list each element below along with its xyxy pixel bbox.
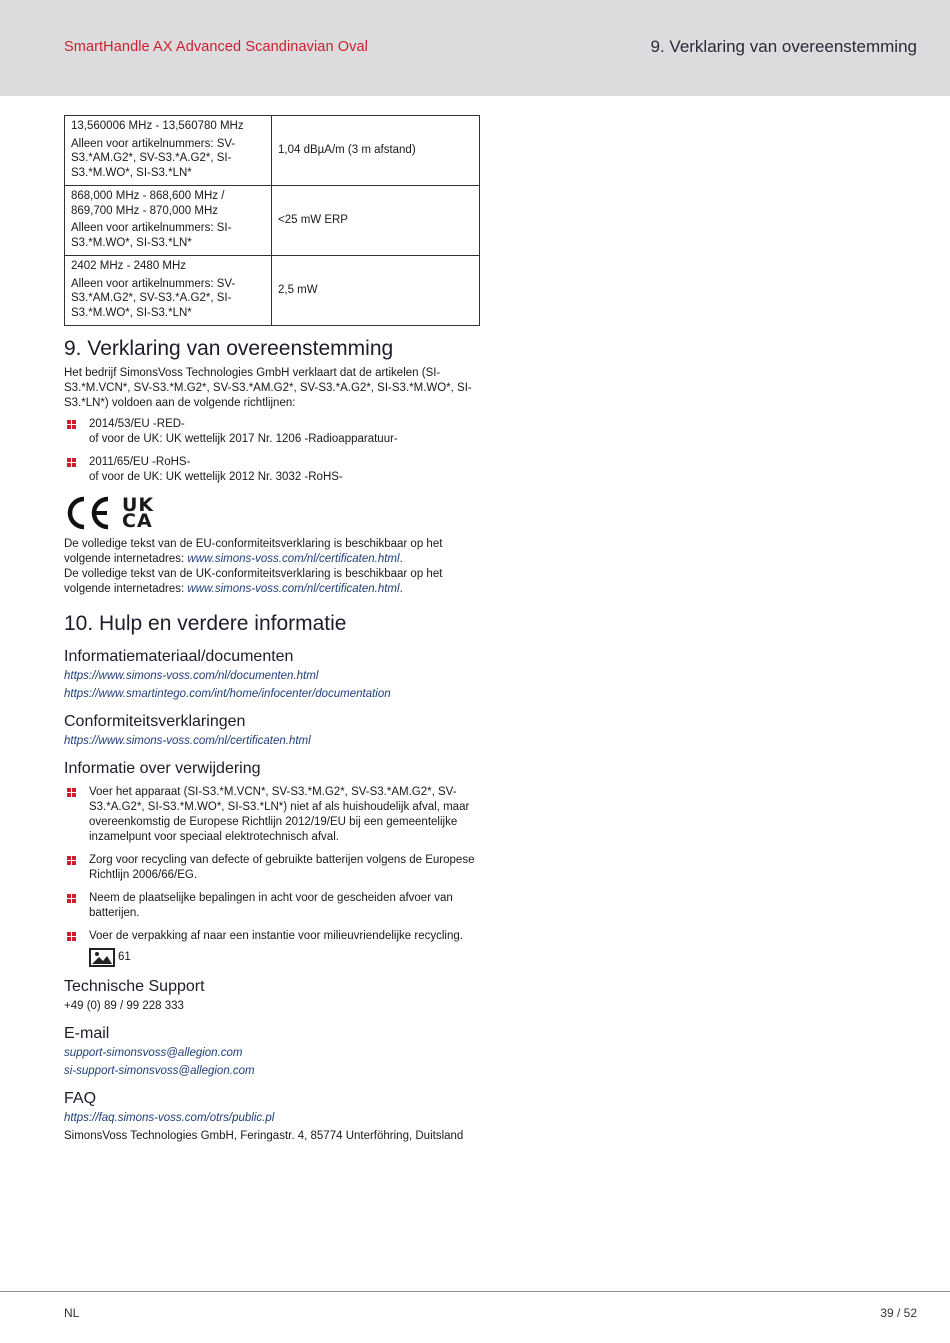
disposal-list — [64, 785, 480, 944]
smartintego-docs-link[interactable]: https://www.smartintego.com/int/home/infocenter/documentation — [64, 688, 391, 700]
faq-heading: FAQ — [64, 1090, 97, 1107]
footer-language: NL — [64, 1306, 80, 1320]
table-row — [65, 256, 480, 326]
list-item: Voer het apparaat (SI-S3.*M.VCN*, SV-S3.*M.G2*, SV-S3.*AM.G2*, SV-S3.*A.G2*, SI-S3.*M.WO*, SI-S3.*LN*) niet af als huishoudelijk afval, maar overeenkomstig de Europese Richtlijn 2012/19/EU bij een gemeentelijke inzamelpunt voor speciaal elektrotechnisch afval. — [64, 785, 480, 845]
table-cell-value: <25 mW ERP — [272, 186, 480, 256]
ukca-mark-ca: CA — [122, 510, 153, 532]
chapter-title: 9. Verklaring van overeenstemming — [650, 37, 917, 56]
ce-mark-icon — [64, 495, 112, 531]
table-cell-frequency — [65, 186, 272, 256]
support-heading: Technische Support — [64, 978, 205, 995]
frequency-range: 868,000 MHz - 868,600 MHz / 869,700 MHz - 870,000 MHz — [71, 190, 225, 217]
table-row — [65, 116, 480, 186]
list-item — [64, 455, 480, 485]
directive-uk: of voor de UK: UK wettelijk 2017 Nr. 1206 -Radioapparatuur- — [89, 433, 398, 445]
frequency-range: 2402 MHz - 2480 MHz — [71, 260, 187, 272]
company-address: SimonsVoss Technologies GmbH, Feringastr. 4, 85774 Unterföhring, Duitsland — [64, 1130, 464, 1142]
table-cell-frequency — [65, 116, 272, 186]
bullet-icon — [67, 420, 76, 429]
documents-link[interactable]: https://www.simons-voss.com/nl/documenten.html — [64, 670, 319, 682]
section-10-heading: 10. Hulp en verdere informatie — [64, 612, 347, 635]
support-email-link[interactable]: support-simonsvoss@allegion.com — [64, 1047, 243, 1059]
faq-link[interactable]: https://faq.simons-voss.com/otrs/public.pl — [64, 1112, 275, 1124]
page-number: 39 / 52 — [880, 1306, 917, 1320]
bullet-icon — [67, 894, 76, 903]
uk-declaration-text: De volledige tekst van de UK-conformiteitsverklaring is beschikbaar op het volgende internetadres: www.simons-voss.com/nl/certificaten.html. — [64, 568, 443, 595]
image-reference-number: 61 — [118, 951, 131, 963]
directive-list — [64, 417, 480, 485]
email-heading: E-mail — [64, 1025, 110, 1042]
ukca-mark-uk: UK — [122, 494, 155, 516]
info-material-heading: Informatiemateriaal/documenten — [64, 648, 294, 665]
bullet-icon — [67, 458, 76, 467]
section-9-heading: 9. Verklaring van overeenstemming — [64, 337, 394, 360]
footer-divider — [0, 1291, 950, 1292]
article-note: Alleen voor artikelnummers: SV-S3.*AM.G2*, SV-S3.*A.G2*, SI-S3.*M.WO*, SI-S3.*LN* — [71, 277, 236, 319]
directive-code: 2014/53/EU -RED- — [89, 418, 185, 430]
page-header — [0, 0, 950, 96]
image-reference[interactable] — [89, 948, 480, 967]
declaration-intro: Het bedrijf SimonsVoss Technologies GmbH verklaart dat de artikelen (SI-S3.*M.VCN*, SV-S3.*M.G2*, SV-S3.*AM.G2*, SV-S3.*A.G2*, SI-S3.*M.WO*, SI-S3.*LN*) voldoen aan de volgende richtlijnen: — [64, 367, 472, 409]
table-row — [65, 186, 480, 256]
bullet-icon — [67, 932, 76, 941]
list-item: Voer de verpakking af naar een instantie voor milieuvriendelijke recycling. — [64, 929, 480, 944]
bullet-icon — [67, 856, 76, 865]
directive-uk: of voor de UK: UK wettelijk 2012 Nr. 3032 -RoHS- — [89, 471, 343, 483]
bullet-icon — [67, 788, 76, 797]
list-item: Neem de plaatselijke bepalingen in acht voor de gescheiden afvoer van batterijen. — [64, 891, 480, 921]
product-title: SmartHandle AX Advanced Scandinavian Oval — [64, 39, 368, 55]
eu-certificate-link[interactable]: www.simons-voss.com/nl/certificaten.html — [187, 553, 400, 565]
ukca-mark-icon — [122, 494, 155, 532]
image-icon — [89, 948, 115, 967]
list-item — [64, 417, 480, 447]
article-note: Alleen voor artikelnummers: SV-S3.*AM.G2*, SV-S3.*A.G2*, SI-S3.*M.WO*, SI-S3.*LN* — [71, 137, 236, 179]
page-content — [64, 115, 480, 1144]
conformity-heading: Conformiteitsverklaringen — [64, 713, 246, 730]
table-cell-frequency — [65, 256, 272, 326]
frequency-table — [64, 115, 480, 326]
list-item: Zorg voor recycling van defecte of gebruikte batterijen volgens de Europese Richtlijn 2006/66/EG. — [64, 853, 480, 883]
si-support-email-link[interactable]: si-support-simonsvoss@allegion.com — [64, 1065, 255, 1077]
directive-code: 2011/65/EU -RoHS- — [89, 456, 191, 468]
table-cell-value: 1,04 dBµA/m (3 m afstand) — [272, 116, 480, 186]
eu-declaration-text: De volledige tekst van de EU-conformiteitsverklaring is beschikbaar op het volgende internetadres: www.simons-voss.com/nl/certificaten.html. — [64, 538, 443, 565]
frequency-range: 13,560006 MHz - 13,560780 MHz — [71, 120, 244, 132]
certificates-link[interactable]: https://www.simons-voss.com/nl/certificaten.html — [64, 735, 311, 747]
article-note: Alleen voor artikelnummers: SI-S3.*M.WO*, SI-S3.*LN* — [71, 222, 232, 249]
table-cell-value: 2,5 mW — [272, 256, 480, 326]
conformity-marks — [64, 493, 480, 533]
disposal-heading: Informatie over verwijdering — [64, 760, 261, 777]
uk-certificate-link[interactable]: www.simons-voss.com/nl/certificaten.html — [187, 583, 400, 595]
support-phone: +49 (0) 89 / 99 228 333 — [64, 1000, 184, 1012]
